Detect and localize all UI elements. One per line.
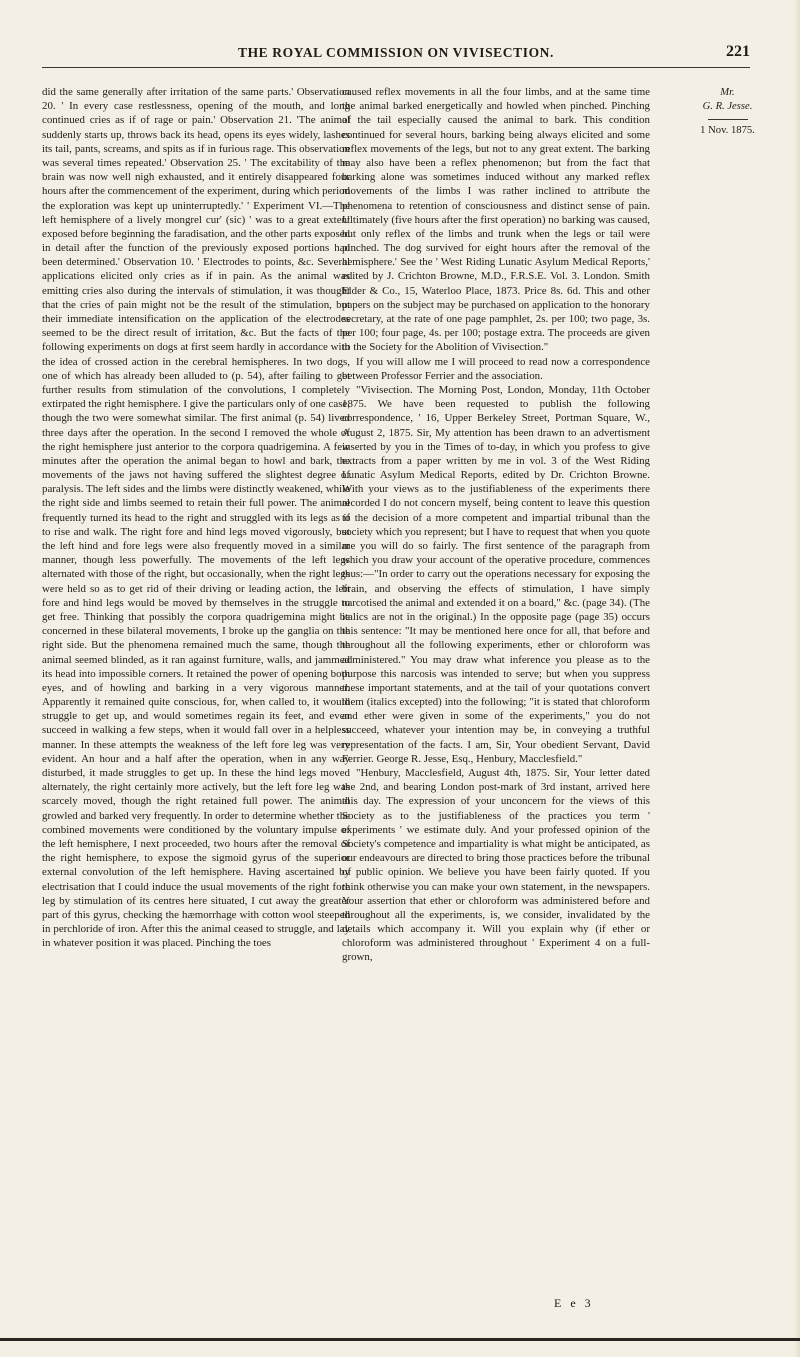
left-column [42, 85, 350, 1300]
running-header [42, 45, 750, 68]
margin-date: 1 Nov. 1875. [700, 125, 755, 137]
margin-witness-name: G. R. Jesse. [702, 101, 753, 113]
right-column-paragraph-3: "Vivisection. The Morning Post, London, Monday, 11th October 1875. We have been requested to publish the following correspondence, ' 16, Upper Berkeley Street, Portman Square, W., August 2, 1875. Sir, My attention has been drawn to an advertisment inserted by you in the Times of to-day, in which you profess to give extracts from a paper written by me in vol. 3 of the West Riding Lunatic Asylum Medical Reports, edited by Dr. Crichton Browne. With your views as to the justifiableness of the experiments there recorded I do not concern myself, being content to leave this question to the decision of a more competent and impartial tribunal than the society which you represent; but I have to request that when you quote me you will do so fairly. The first sentence of the paragraph from which you draw your account of the operative procedure, commences thus:—"In order to carry out the operations necessary for exposing the brain, and observing the effects of stimulation, I have simply narcotised the animal and extended it on a board," &c. (page 34). (The italics are not in the original.) In the opposite page (page 35) occurs this sentence: "It may be mentioned here once for all, that before and throughout all the following experiments, ether or chloroform was administered." You may draw what inference you please as to the purpose this narcosis was intended to serve; but when you suppress these important statements, and at the tail of your quotations convert them (italics excepted) into the following; "it is stated that chloroform and ether were given in some of the experiments," you do not succeed, whatever your intention may be, in conveying a truthful representation of the facts. I am, Sir, Your obedient Servant, David Ferrier. George R. Jesse, Esq., Henbury, Macclesfield." [342, 383, 650, 765]
margin-divider [708, 119, 748, 120]
left-column-text: did the same generally after irritation of the same parts.' Observation 20. ' In every case restlessness, opening of the mouth, and long continued cries as if of rage or pain.' Observation 21. 'The animal suddenly starts up, throws back its head, opens its eyes widely, lashes its tail, pants, screams, and spits as if in furious rage. This observation was several times repeated.' Observation 25. ' The excitability of the brain was now well nigh exhausted, and it entirely disappeared four hours after the commencement of the experiment, during which period the exploration was kept up uninterruptedly.' ' Experiment VI.—The left hemisphere of a lively mongrel cur' (sic) ' was to a great extent exposed before beginning the faradisation, and the other parts exposed in detail after the function of the previously exposed portions had been determined.' Observation 10. ' Electrodes to points, &c. Several applications elicited only cries as if in pain. As the animal was emitting cries also during the intervals of stimulation, it was thought that the cries of pain might not be the result of the stimulation, but their immediate intensification on the application of the electrodes seemed to be the direct result of irritation, &c. But the facts of the following experiments on dogs at first seem hardly in accordance with the idea of crossed action in the cerebral hemispheres. In two dogs, one of which has already been alluded to (p. 54), after failing to get further results from stimulation of the convolutions, I completely extirpated the right hemisphere. I give the particulars only of one case, though the two were somewhat similar. The first animal (p. 54) lived three days after the operation. In the second I removed the whole of the right hemisphere just anterior to the corpora quadrigemina. A few minutes after the operation the animal began to howl and bark, the movements of the jaws not having suffered the slightest degree of paralysis. The left sides and the limbs were distinctly weakened, while the right side and limbs seemed to retain their full power. The animal frequently turned its head to the right and struggled with its legs as if to rise and walk. The right fore and hind legs moved vigorously, but the left hind and fore legs were also frequently moved in a similar manner, though less powerfully. The movements of the left legs alternated with those of the right, but occasionally, when the right legs were held so as to get rid of their driving or leading action, the left fore and hind legs would be moved by themselves in the struggle to get free. Thinking that possibly the corpora quadrigemina might be concerned in these bilateral movements, I broke up the ganglia on the right side. But the phenomena remained much the same, though the animal seemed blinded, as it ran against furniture, walls, and jammed its head into impossible corners. It retained the power of opening both eyes, and of howling and barking in a very vigorous manner. Apparently it remained quite conscious, for, when called to, it would struggle to get up, and would sometimes regain its feet, and even succeed in walking a few steps, when it would fall over in a helpless manner. In these attempts the weakness of the left fore leg was very evident. An hour and a half after the operation, when in any way disturbed, it made struggles to get up. In these the hind legs moved alternately, the right certainly more actively, but the left fore leg was scarcely moved, though the right retained full power. The animal growled and barked very frequently. In order to determine whether the combined movements were conditioned by the voluntary impulse of the left hemisphere, I next proceeded, two hours after the removal of the right hemisphere, to expose the sigmoid gyrus of the superior external convolution of the left hemisphere. Having ascertained by electrisation that I could induce the usual movements of the right fore leg by stimulation of its centres here situated, I cut away the greater part of this gyrus, checking the hæmorrhage with cotton wool steeped in perchloride of iron. After this the animal ceased to struggle, and lay in whatever position it was placed. Pinching the toes [42, 86, 350, 950]
right-column-paragraph-1: caused reflex movements in all the four limbs, and at the same time the animal barked energetically and howled when pinched. Pinching of the tail especially caused the animal to bark. This condition continued for several hours, barking being always elicited and some reflex movements of the legs, but not to any great extent. The barking may also have been a reflex phenomenon; but from the fact that barking alone was sometimes induced without any marked reflex movements of the limbs I was rather inclined to attribute the phenomena to retention of consciousness and distinct sense of pain. Ultimately (five hours after the first operation) no barking was caused, but only reflex of the limbs and trunk when the legs or tail were pinched. The dog survived for eight hours after the removal of the hemisphere.' See the ' West Riding Lunatic Asylum Medical Reports,' edited by J. Crichton Browne, M.D., F.R.S.E. Vol. 3. London. Smith Elder & Co., 15, Waterloo Place, 1873. Price 8s. 6d. This and other papers on the subject may be purchased on application to the honorary secretary, at the rate of one page pamphlet, 2s. per 100; two page, 3s. per 100; four page, 4s. per 100; postage extra. The proceeds are given to the Society for the Abolition of Vivisection." [342, 86, 650, 354]
right-column-paragraph-2: If you will allow me I will proceed to read now a correspondence between Professor Ferrier and the association. [342, 355, 650, 382]
page-number: 221 [726, 43, 750, 60]
page-edge-shadow [794, 0, 800, 1357]
bottom-edge-line [0, 1338, 800, 1341]
right-column [342, 85, 650, 1300]
margin-witness-title: Mr. [720, 87, 735, 98]
page-header-title: THE ROYAL COMMISSION ON VIVISECTION. [237, 45, 555, 60]
signature-mark: E e 3 [554, 1296, 594, 1310]
right-column-paragraph-4: "Henbury, Macclesfield, August 4th, 1875. Sir, Your letter dated the 2nd, and bearing London post-mark of 3rd instant, arrived here this day. The expression of your unconcern for the views of this Society as to the justifiableness of the practices you term ' experiments ' we estimate duly. And your professed opinion of the Society's competence and impartiality is what might be anticipated, as our endeavours are directed to bring those practices before the tribunal of public opinion. We believe you have been fairly quoted. If you think otherwise you can make your own statement, in the newspapers. Your assertion that ether or chloroform was administered before and throughout all the experiments, is, we consider, invalidated by the details which accompany it. Will you explain why (if ether or chloroform was administered throughout ' Experiment 4 on a full-grown, [342, 767, 650, 964]
margin-note [660, 86, 795, 139]
